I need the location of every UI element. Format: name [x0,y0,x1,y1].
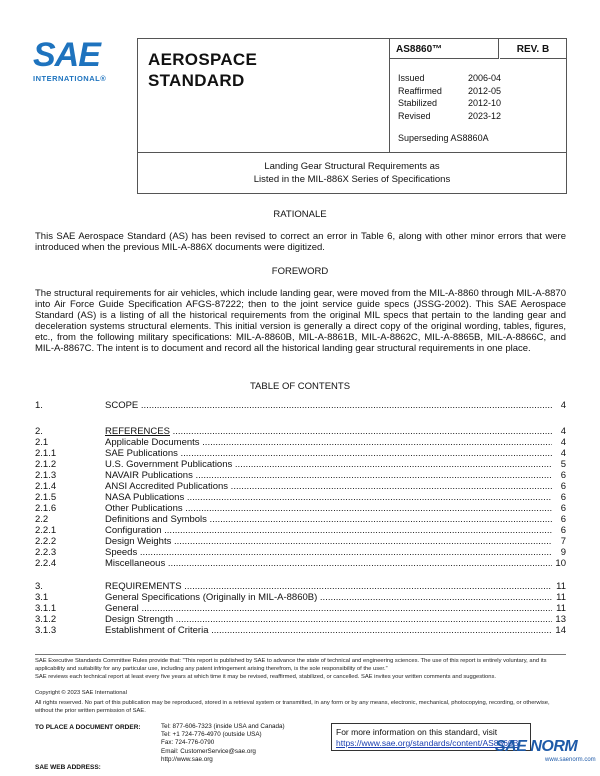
rights-text: All rights reserved. No part of this publication may be reproduced, stored in a retrieval system or transmitted, in any form or by any means, electronic, mechanical, photocopying, recording, or otherwise, without the prior written permission of SAE. [35,700,550,714]
toc-title [105,525,552,536]
toc-title [105,470,552,481]
toc-title [105,547,552,558]
revision: REV. B [500,39,566,59]
toc-entry[interactable] [35,503,566,514]
toc-title [105,558,552,569]
toc-page: 6 [560,503,566,514]
toc-page: 9 [560,547,566,558]
toc-number: 2.2.2 [35,536,57,547]
toc-title-text: Configuration [105,525,162,536]
rationale-text: This SAE Aerospace Standard (AS) has been revised to correct an error in Table 6, along with other minor errors that were introduced when the previous MIL-A-886X documents were digitized. [35,231,566,253]
toc-entry[interactable] [35,400,566,411]
toc-title-text: Speeds [105,547,138,558]
toc-title [105,492,552,503]
date-list [398,72,501,122]
toc-title-text: Establishment of Criteria [105,625,209,636]
toc-page: 4 [560,400,566,411]
toc-entry[interactable] [35,470,566,481]
fax: Fax: 724-776-0790 [161,739,215,747]
toc-entry[interactable] [35,614,566,625]
toc-entry[interactable] [35,581,566,592]
toc-title-text: Miscellaneous [105,558,166,569]
toc-title [105,625,552,636]
toc-number: 2.1.6 [35,503,57,514]
watermark-sub: www.saenorm.com [545,757,596,763]
rationale-heading: RATIONALE [273,209,327,220]
toc-title-text: REFERENCES [105,426,170,437]
toc-title [105,459,552,470]
toc-entry[interactable] [35,592,566,603]
toc-title-text: ANSI Accredited Publications [105,481,229,492]
toc-title-text: General [105,603,139,614]
toc-page: 4 [560,437,566,448]
phone-international: Tel: +1 724-776-4970 (outside USA) [161,731,262,739]
superseding: Superseding AS8860A [398,133,489,143]
standard-type-cell [138,39,390,152]
toc-entry[interactable] [35,426,566,437]
standard-link[interactable]: https://www.sae.org/standards/content/AS8860B [336,738,519,748]
doc-info-cell [390,39,566,152]
toc-number: 3. [35,581,43,592]
document-title: Landing Gear Structural Requirements as Listed in the MIL-886X Series of Specifications [138,152,566,193]
logo-brand: SAE [33,36,100,74]
foreword-heading: FOREWORD [271,266,329,277]
toc-title-text: General Specifications (Originally in MIL-A-8860B) [105,592,318,603]
toc-title-text: Other Publications [105,503,183,514]
toc-title [105,536,552,547]
toc-entry[interactable] [35,514,566,525]
toc-title-text: NAVAIR Publications [105,470,193,481]
toc-title-text: Design Weights [105,536,172,547]
toc-entry[interactable] [35,448,566,459]
toc-title-text: SCOPE [105,400,139,411]
toc-page: 5 [560,459,566,470]
policy-text: SAE Executive Standards Committee Rules provide that: “This report is published by SAE to advance the state of technical and engineering sciences. The use of this report is entirely voluntary, and its applicability and suitability for any particular use, including any patent infringement arising therefrom, is the sole responsibility of the user.” [35,658,547,672]
toc-page: 6 [560,514,566,525]
toc-title [105,581,552,592]
standard-line1: AEROSPACE [148,50,258,69]
toc-page: 4 [560,448,566,459]
toc-page: 6 [560,470,566,481]
web-label: SAE WEB ADDRESS: [35,764,101,771]
toc-page: 10 [555,558,566,569]
date-row: Reaffirmed 2012-05 [398,85,502,96]
toc-entry[interactable] [35,525,566,536]
toc-number: 2.2.3 [35,547,57,558]
toc-number: 1. [35,400,43,411]
phone-domestic: Tel: 877-606-7323 (inside USA and Canada) [161,723,285,730]
toc-entry[interactable] [35,547,566,558]
toc-title-text: Applicable Documents [105,437,200,448]
footer-divider [35,654,566,655]
toc-entry[interactable] [35,558,566,569]
toc-page: 6 [560,481,566,492]
toc-number: 2.1.4 [35,481,57,492]
toc-title-text: REQUIREMENTS [105,581,182,592]
toc-number: 2.1.2 [35,459,57,470]
toc-number: 2. [35,426,43,437]
toc-title [105,400,552,411]
standard-line2: STANDARD [148,71,245,90]
toc-entry[interactable] [35,625,566,636]
toc-title-text: NASA Publications [105,492,185,503]
toc-title [105,614,552,625]
toc-page: 6 [560,525,566,536]
web-address[interactable]: http://www.sae.org [161,755,213,763]
toc-title-text: SAE Publications [105,448,178,459]
toc-page: 11 [556,603,566,614]
email[interactable]: Email: CustomerService@sae.org [161,747,256,755]
toc-number: 2.1.5 [35,492,57,503]
toc-entry[interactable] [35,536,566,547]
date-row: Revised 2023-12 [398,110,502,121]
toc-entry[interactable] [35,481,566,492]
toc-title [105,481,552,492]
copyright-text: Copyright © 2023 SAE International [35,690,127,696]
watermark: SAE NORM [495,738,578,755]
info-text: For more information on this standard, visit [336,727,498,737]
toc-title [105,448,552,459]
toc-title [105,514,552,525]
toc-title [105,437,552,448]
sae-logo [33,38,125,83]
toc-number: 2.1.1 [35,448,57,459]
toc-entry[interactable] [35,459,566,470]
toc-number: 3.1.3 [35,625,57,636]
toc-entry[interactable] [35,603,566,614]
toc-number: 3.1.1 [35,603,57,614]
toc-page: 6 [560,492,566,503]
date-row: Issued 2006-04 [398,73,502,83]
toc-page: 14 [555,625,566,636]
toc-title [105,426,552,437]
toc-number: 3.1.2 [35,614,57,625]
doc-number: AS8860™ [390,39,499,59]
toc-title-text: Definitions and Symbols [105,514,207,525]
date-row: Stabilized 2012-10 [398,98,502,108]
toc-page: 13 [555,614,566,625]
review-text: SAE reviews each technical report at least every five years at which time it may be revised, reaffirmed, stabilized, or cancelled. SAE invites your written comments and suggestions. [35,674,496,680]
toc-title [105,592,552,603]
toc-number: 3.1 [35,592,49,603]
toc-number: 2.2 [35,514,49,525]
toc-title-text: Design Strength [105,614,174,625]
toc-page: 7 [560,536,566,547]
toc-entry[interactable] [35,492,566,503]
order-label: TO PLACE A DOCUMENT ORDER: [35,724,141,731]
toc-heading: TABLE OF CONTENTS [249,381,351,392]
toc-page: 11 [556,592,566,603]
toc-title [105,603,552,614]
toc-page: 11 [556,581,566,592]
foreword-text: The structural requirements for air vehicles, which include landing gear, were moved from the MIL-A-8860 through MIL-A-8870 into Air Force Guide Specification AFGS-87222; then to the joint service guide specs (JSSG-2002). This SAE Aerospace Standard (AS) is a listing of all the historical requirements from the original MIL specs that pertain to the landing gear and deceleration systems structural elements. This initial version is generally a direct copy of the original wording, tables, figures, etc., from the following military specifications: MIL-A-8860B, MIL-A-8861B, MIL-A-8862C, MIL-A-8865B, MIL-A-8866C, and MIL-A-8867C. The intent is to document and record all the historical landing gear structural requirements in one place. [35,288,566,354]
toc-number: 2.1.3 [35,470,57,481]
logo-subtitle: INTERNATIONAL® [33,74,107,83]
toc-number: 2.2.4 [35,558,57,569]
toc-number: 2.2.1 [35,525,57,536]
contact-block [161,723,285,764]
toc-page: 4 [560,426,566,437]
toc-number: 2.1 [35,437,49,448]
toc-title [105,503,552,514]
toc-title-text: U.S. Government Publications [105,459,233,470]
toc-entry[interactable] [35,437,566,448]
document-header [137,38,567,194]
